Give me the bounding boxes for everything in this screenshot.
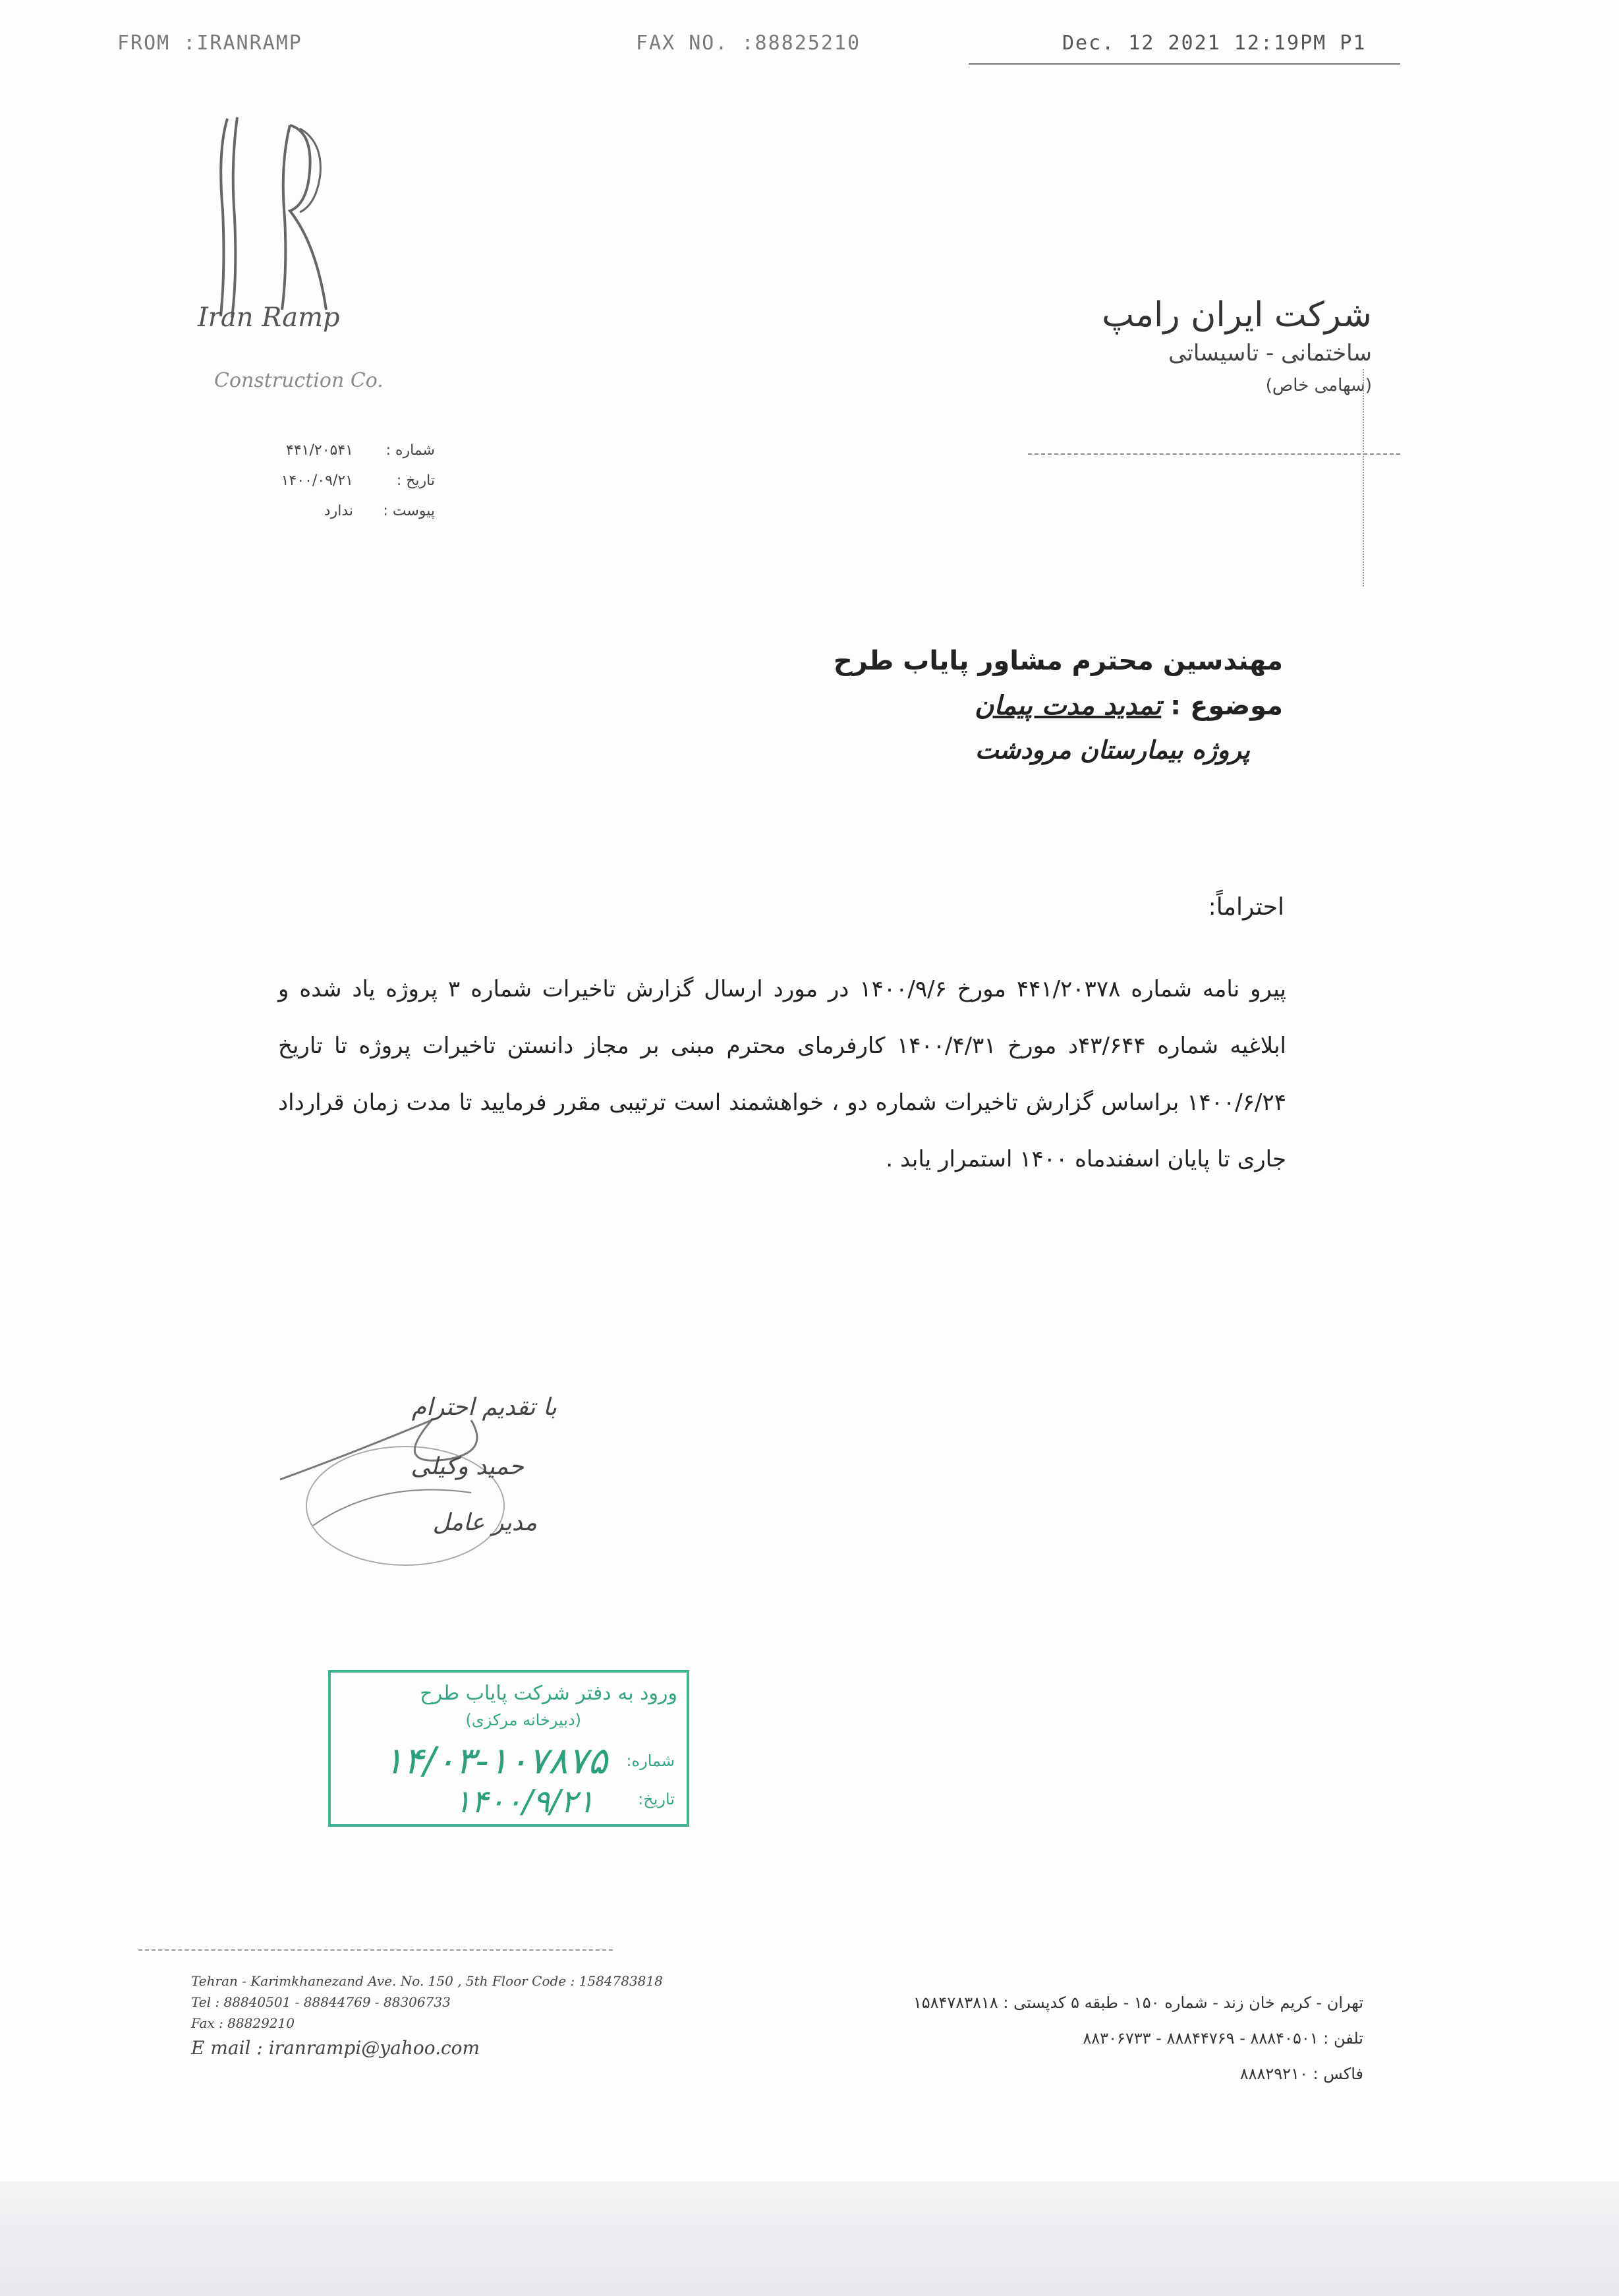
- reference-row-number: [217, 435, 435, 465]
- reference-value: ندارد: [324, 502, 353, 519]
- reference-label: تاریخ :: [396, 472, 435, 489]
- reference-block: [217, 435, 435, 526]
- greeting: احتراماً:: [1208, 894, 1284, 921]
- stamp-number-value: ۱۴/۰۳-۱۰۷۸۷۵: [383, 1740, 608, 1783]
- company-name: شرکت ایران رامپ: [1102, 295, 1372, 335]
- reference-row-date: [217, 465, 435, 496]
- footer-contact-en: [191, 1970, 663, 2063]
- signatory-title: مدیر عامل: [432, 1509, 537, 1536]
- scan-shadow: [0, 2181, 1619, 2296]
- stamp-title: ورود به دفتر شرکت پایاب طرح: [420, 1682, 677, 1705]
- project-name: پروژه بیمارستان مرودشت: [975, 735, 1250, 764]
- footer-divider: [138, 1949, 613, 1952]
- iran-ramp-logo: [191, 112, 415, 336]
- addressee: مهندسین محترم مشاور پایاب طرح: [833, 646, 1283, 676]
- reference-value: ۱۴۰۰/۰۹/۲۱: [281, 472, 353, 489]
- fax-header: [0, 32, 1619, 71]
- subject-label: موضوع :: [1170, 691, 1283, 721]
- stamp-number-label: شماره:: [626, 1752, 675, 1770]
- fax-header-rule: [969, 63, 1400, 65]
- signature-block: [273, 1381, 577, 1578]
- margin-dots: [1363, 369, 1365, 587]
- company-type: ساختمانی - تاسیساتی: [1168, 340, 1372, 366]
- reference-label: شماره :: [385, 442, 435, 459]
- header-divider: [1028, 453, 1400, 456]
- footer-fax-en: Fax : 88829210: [191, 2015, 295, 2031]
- fax-number: FAX NO. :88825210: [636, 32, 861, 55]
- signatory-name: حمید وکیلی: [411, 1453, 524, 1480]
- letter-body: پیرو نامه شماره ۴۴۱/۲۰۳۷۸ مورخ ۱۴۰۰/۹/۶ در مورد ارسال گزارش تاخیرات شماره ۳ پروژه یاد شده و ابلاغیه شماره ۴۳/۶۴۴د مورخ ۱۴۰۰/۴/۳۱ کارفرمای محترم مبنی بر مجاز دانستن تاخیرات پروژه تا تاریخ ۱۴۰۰/۶/۲۴ براساس گزارش تاخیرات شماره دو ، خواهشمند است ترتیبی مقرر فرمایید تا مدت زمان قرارداد جاری تا پایان اسفندماه ۱۴۰۰ استمرار یابد .: [278, 976, 1286, 1172]
- fax-date: Dec. 12 2021 12:19PM P1: [1062, 32, 1367, 55]
- company-legal-form: (سهامی خاص): [1265, 376, 1372, 395]
- addressee-block: [834, 646, 1283, 764]
- signature-closing: با تقدیم احترام: [411, 1394, 557, 1421]
- reference-row-attachment: [217, 496, 435, 526]
- logo-subtitle: Construction Co.: [214, 369, 383, 392]
- footer-tel-en: Tel : 88840501 - 88844769 - 88306733: [191, 1994, 451, 2010]
- reference-value: ۴۴۱/۲۰۵۴۱: [286, 442, 353, 459]
- footer-phone-fa: تلفن : ۸۸۸۴۰۵۰۱ - ۸۸۸۴۴۷۶۹ - ۸۸۳۰۶۷۳۳: [1083, 2029, 1363, 2048]
- footer-address-fa: تهران - کریم خان زند - شماره ۱۵۰ - طبقه ۵ کدپستی : ۱۵۸۴۷۸۳۸۱۸: [913, 1994, 1363, 2012]
- subject-line: [834, 691, 1283, 721]
- company-block: [1102, 295, 1372, 395]
- stamp-date-label: تاریخ:: [638, 1790, 675, 1808]
- logo-brand-text: Iran Ramp: [198, 302, 340, 333]
- stamp-date-value: ۱۴۰۰/۹/۲۱: [454, 1783, 594, 1820]
- footer-fax-fa: فاکس : ۸۸۸۲۹۲۱۰: [1239, 2065, 1363, 2083]
- fax-from: FROM :IRANRAMP: [117, 32, 302, 55]
- footer-contact-fa: [913, 1985, 1363, 2092]
- stamp-subtitle: (دبیرخانه مرکزی): [465, 1711, 581, 1729]
- reference-label: پیوست :: [383, 502, 435, 519]
- footer-address-en: Tehran - Karimkhanezand Ave. No. 150 , 5th Floor Code : 1584783818: [191, 1973, 663, 1989]
- footer-email: E mail : iranrampi@yahoo.com: [191, 2037, 480, 2059]
- subject-value: تمدید مدت پیمان: [975, 691, 1162, 721]
- receipt-stamp: [328, 1670, 689, 1827]
